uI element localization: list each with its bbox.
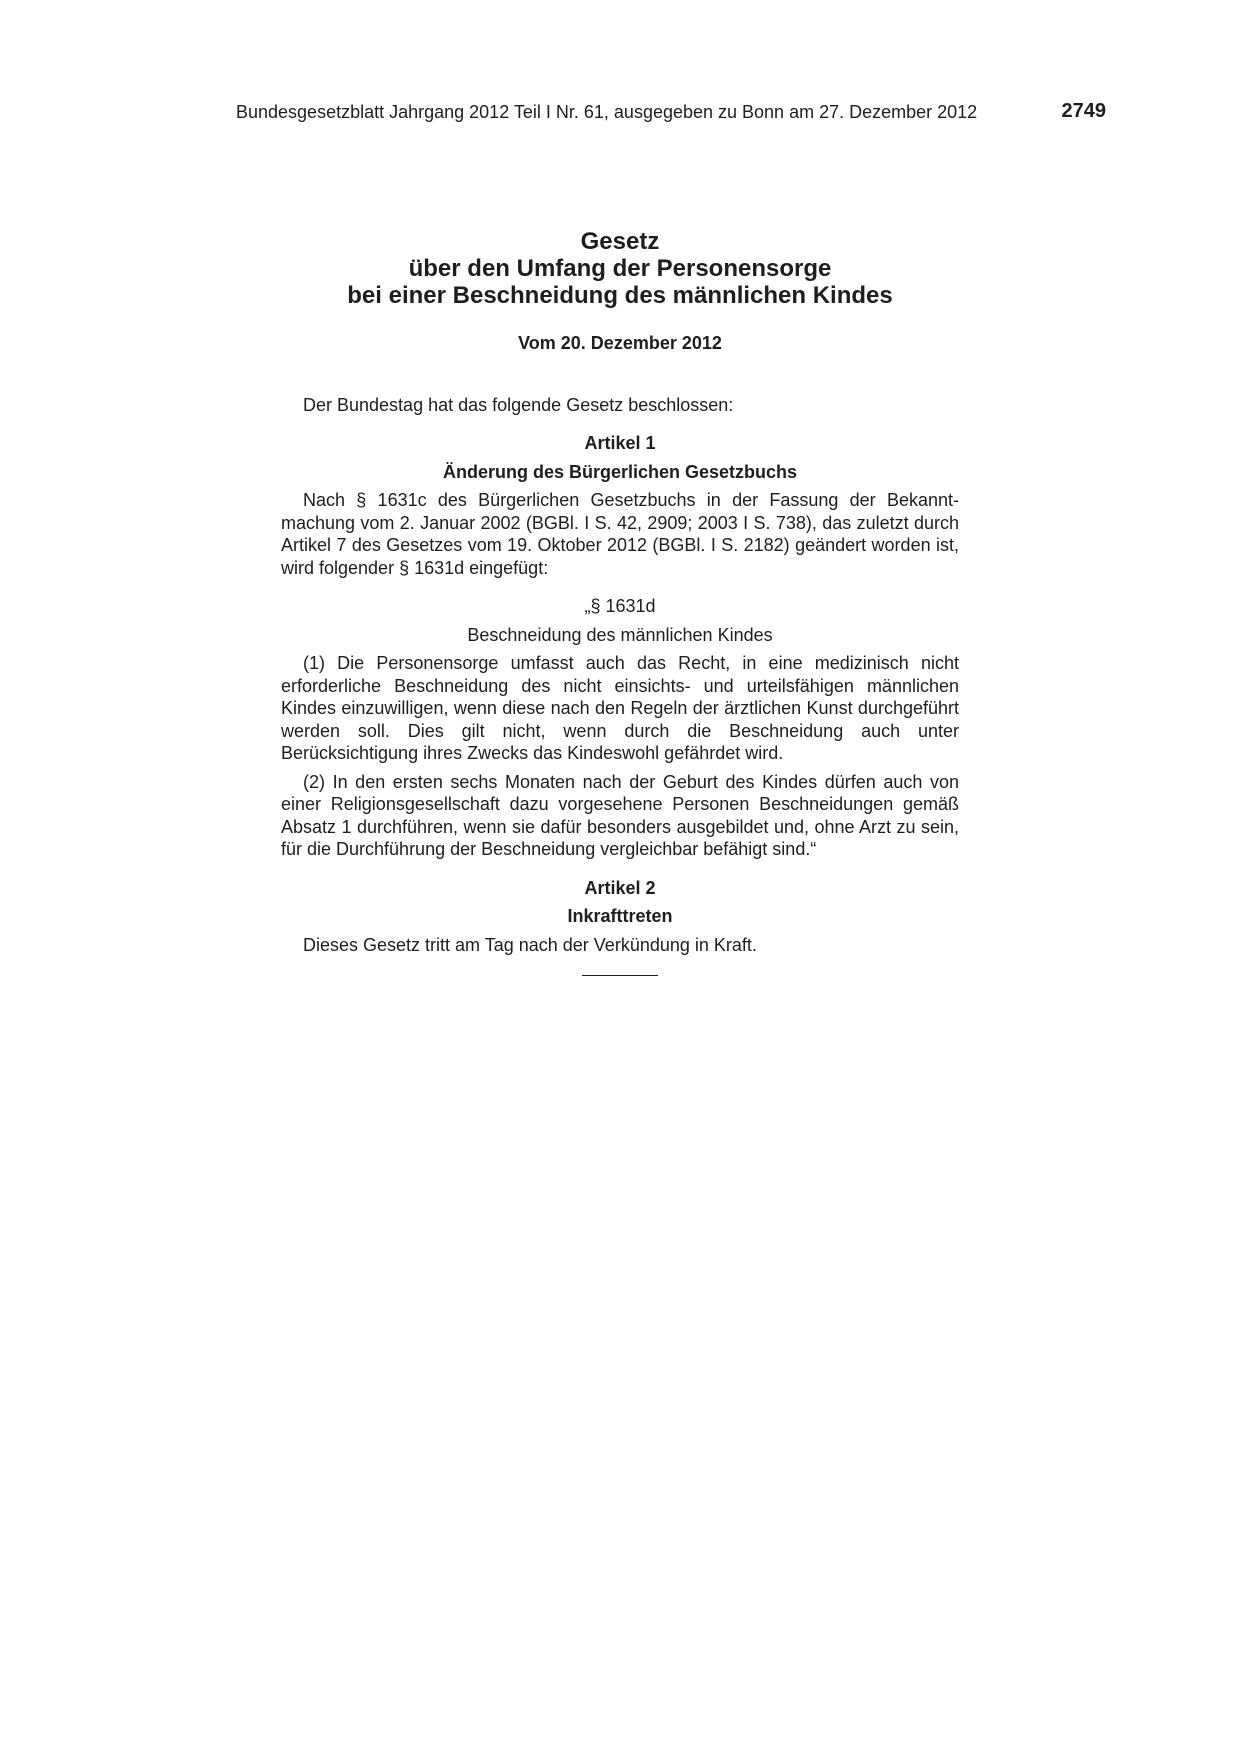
article-1-number: Artikel 1 — [584, 433, 656, 453]
article-1-text: Nach § 1631c des Bürgerlichen Gesetzbuchs in der Fassung der Bekanntmachung vom 2. Januar 2002 (BGBl. I S. 42, 2909; 2003 I S. 738), das zuletzt durch Artikel 7 des Gesetzes vom 19. Oktober 2012 (BGBl. I S. 2182) geändert worden ist, wird folgender § 1631d eingefügt: — [281, 490, 959, 578]
section-1631d-heading: Beschneidung des männlichen Kindes — [467, 624, 773, 645]
article-2-text: Dieses Gesetz tritt am Tag nach der Verkündung in Kraft. — [303, 934, 757, 955]
law-title-line: über den Umfang der Personensorge — [408, 255, 832, 282]
law-date: Vom 20. Dezember 2012 — [518, 333, 722, 353]
page-header — [236, 100, 1106, 126]
closing-rule — [582, 975, 658, 976]
law-title-line: Gesetz — [580, 228, 660, 255]
section-1631d-paragraph-2: (2) In den ersten sechs Monaten nach der Geburt des Kindes dürfen auch von einer Religionsgesellschaft dazu vorgesehene Personen Beschneidungen gemäß Absatz 1 durchführen, wenn sie dafür besonders ausgebildet und, ohne Arzt zu sein, für die Durchführung der Beschneidung vergleichbar befähigt sind.“ — [281, 771, 959, 859]
law-title-line: bei einer Beschneidung des männlichen Kindes — [347, 282, 893, 309]
page-number: 2749 — [1061, 100, 1106, 122]
section-1631d-number: „§ 1631d — [584, 596, 656, 616]
enactment-clause: Der Bundestag hat das folgende Gesetz beschlossen: — [303, 394, 734, 415]
law-title — [281, 228, 959, 309]
article-2-heading: Inkrafttreten — [567, 906, 673, 926]
running-title: Bundesgesetzblatt Jahrgang 2012 Teil I Nr. 61, ausgegeben zu Bonn am 27. Dezember 2012 — [236, 102, 978, 122]
document-body — [281, 228, 959, 976]
article-1-heading: Änderung des Bürgerlichen Gesetzbuchs — [442, 461, 798, 482]
article-2-number: Artikel 2 — [584, 877, 656, 898]
section-1631d-paragraph-1: (1) Die Personensorge umfasst auch das Recht, in eine medizinisch nicht erforderliche Beschneidung des nicht einsichts- und urteilsfähigen männlichen Kindes einzuwilligen, wenn diese nach den Regeln der ärztlichen Kunst durchgeführt werden soll. Dies gilt nicht, wenn durch die Beschneidung auch unter Berücksichtigung ihres Zwecks das Kindeswohl gefährdet wird. — [281, 653, 959, 763]
